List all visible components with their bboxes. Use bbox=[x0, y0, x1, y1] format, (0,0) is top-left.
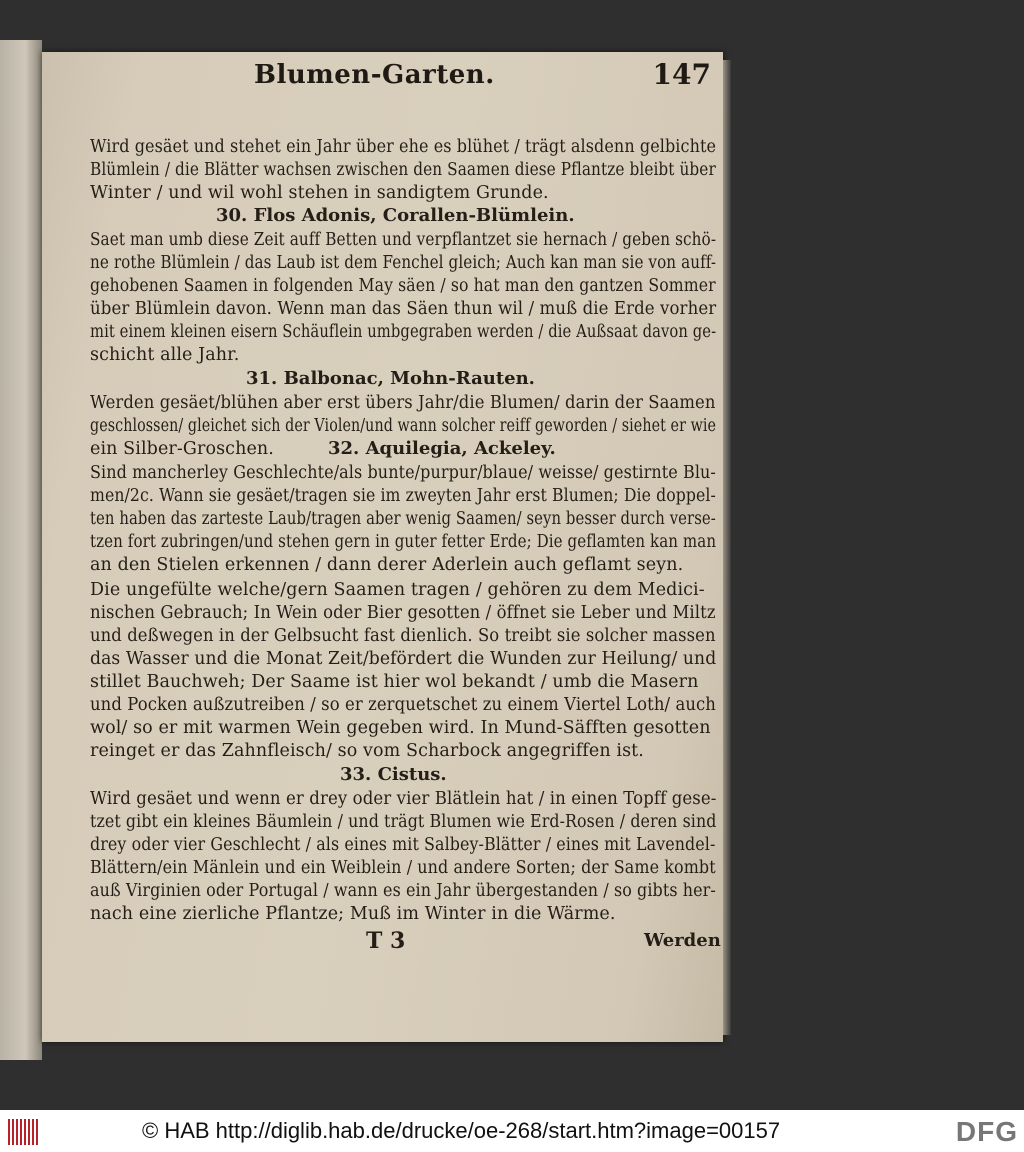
text-line: tzet gibt ein kleines Bäumlein / und trägt Blumen wie Erd-Rosen / deren sind bbox=[90, 812, 717, 832]
hab-logo-icon bbox=[8, 1119, 44, 1145]
catchword: Werden bbox=[644, 930, 721, 951]
text-line: Saet man umb diese Zeit auff Betten und verpflantzet sie hernach / geben schö- bbox=[90, 230, 717, 250]
section-heading-33: 33. Cistus. bbox=[340, 764, 447, 785]
text-line: an den Stielen erkennen / dann derer Aderlein auch geflamt seyn. bbox=[90, 555, 684, 575]
text-line: nach eine zierliche Pflantze; Muß im Winter in die Wärme. bbox=[90, 904, 616, 924]
text-line: das Wasser und die Monat Zeit/befördert die Wunden zur Heilung/ und bbox=[90, 649, 717, 669]
page-edge-shadow bbox=[723, 60, 731, 1035]
section-heading-32: 32. Aquilegia, Ackeley. bbox=[328, 438, 556, 459]
text-line: auß Virginien oder Portugal / wann es ein Jahr übergestanden / so gibts her- bbox=[90, 881, 716, 901]
text-line: tzen fort zubringen/und stehen gern in guter fetter Erde; Die geflamten kan man bbox=[90, 532, 717, 552]
text-line: men/2c. Wann sie gesäet/tragen sie im zweyten Jahr erst Blumen; Die doppel- bbox=[90, 486, 716, 506]
text-line: Werden gesäet/blühen aber erst übers Jahr/die Blumen/ darin der Saamen bbox=[90, 393, 716, 413]
text-line: ein Silber-Groschen. bbox=[90, 439, 274, 459]
signature-mark: T 3 bbox=[366, 928, 406, 954]
text-line: reinget er das Zahnfleisch/ so vom Scharbock angegriffen ist. bbox=[90, 741, 644, 761]
text-line: Winter / und wil wohl stehen in sandigtem Grunde. bbox=[90, 183, 549, 203]
section-heading-30: 30. Flos Adonis, Corallen-Blümlein. bbox=[216, 205, 575, 226]
text-line: Sind mancherley Geschlechte/als bunte/purpur/blaue/ weisse/ gestirnte Blu- bbox=[90, 463, 716, 483]
footer-bar bbox=[0, 1110, 1024, 1152]
text-line: über Blümlein davon. Wenn man das Säen thun wil / muß die Erde vorher bbox=[90, 299, 717, 319]
text-line: und Pocken außzutreiben / so er zerquetschet zu einem Viertel Loth/ auch bbox=[90, 695, 716, 715]
previous-page-edge bbox=[0, 40, 42, 1060]
section-heading-31: 31. Balbonac, Mohn-Rauten. bbox=[246, 368, 535, 389]
dfg-logo: DFG bbox=[955, 1116, 1018, 1147]
text-line: nischen Gebrauch; In Wein oder Bier gesotten / öffnet sie Leber und Miltz bbox=[90, 603, 716, 623]
text-line: Wird gesäet und stehet ein Jahr über ehe es blühet / trägt alsdenn gelbichte bbox=[90, 137, 717, 157]
text-line: und deßwegen in der Gelbsucht fast dienlich. So treibt sie solcher massen bbox=[90, 626, 716, 646]
text-line: ten haben das zarteste Laub/tragen aber wenig Saamen/ seyn besser durch verse- bbox=[90, 509, 716, 529]
text-line: stillet Bauchweh; Der Saame ist hier wol bekandt / umb die Masern bbox=[90, 672, 699, 692]
text-line: Blättern/ein Mänlein und ein Weiblein / und andere Sorten; der Same kombt bbox=[90, 858, 716, 878]
text-line: wol/ so er mit warmen Wein gegeben wird. In Mund-Säfften gesotten bbox=[90, 718, 711, 738]
text-line: ne rothe Blümlein / das Laub ist dem Fenchel gleich; Auch kan man sie von auff- bbox=[90, 253, 717, 273]
text-line: gehobenen Saamen in folgenden May säen / so hat man den gantzen Sommer bbox=[90, 276, 716, 296]
text-line: drey oder vier Geschlecht / als eines mit Salbey-Blätter / eines mit Lavendel- bbox=[90, 835, 716, 855]
page-header bbox=[254, 60, 717, 96]
text-line: Blümlein / die Blätter wachsen zwischen den Saamen diese Pflantze bleibt über bbox=[90, 160, 716, 180]
text-line: geschlossen/ gleichet sich der Violen/und wann solcher reiff geworden / siehet er wie bbox=[90, 416, 717, 436]
source-credit: © HAB http://diglib.hab.de/drucke/oe-268/start.htm?image=00157 bbox=[142, 1118, 781, 1143]
text-line: mit einem kleinen eisern Schäuflein umbgegraben werden / die Außsaat davon ge- bbox=[90, 322, 717, 342]
text-line: Die ungefülte welche/gern Saamen tragen / gehören zu dem Medici- bbox=[90, 580, 705, 600]
page-number: 147 bbox=[652, 58, 711, 91]
text-line: schicht alle Jahr. bbox=[90, 345, 240, 365]
running-head: Blumen-Garten. bbox=[254, 60, 495, 90]
text-line: Wird gesäet und wenn er drey oder vier Blätlein hat / in einen Topff gese- bbox=[90, 789, 717, 809]
